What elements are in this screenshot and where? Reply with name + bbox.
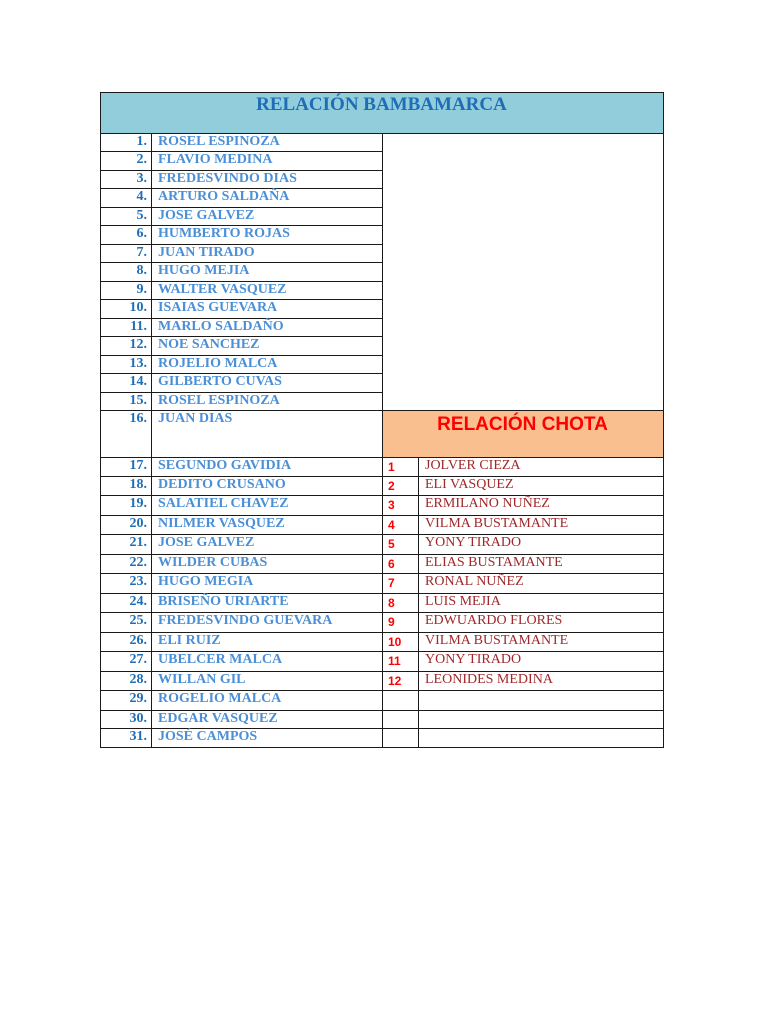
person-name: UBELCER MALCA xyxy=(158,652,283,667)
person-name: FREDESVINDO GUEVARA xyxy=(158,613,333,628)
person-name: ELI RUIZ xyxy=(158,633,221,648)
person-name: HUMBERTO ROJAS xyxy=(158,226,290,241)
row-number: 10. xyxy=(129,300,147,315)
chota-person-name: RONAL NUÑEZ xyxy=(425,574,524,589)
row-number: 16. xyxy=(129,411,147,426)
row-number: 29. xyxy=(129,691,147,706)
chota-row-number: 5 xyxy=(388,537,395,551)
row-number: 31. xyxy=(129,729,147,744)
row-number: 3. xyxy=(136,171,147,186)
chota-person-name: LEONIDES MEDINA xyxy=(425,672,553,687)
chota-row-number: 12 xyxy=(388,674,402,688)
chota-person-name: JOLVER CIEZA xyxy=(425,458,521,473)
person-name: HUGO MEJIA xyxy=(158,263,250,278)
column-divider xyxy=(418,457,419,747)
chota-row-number: 9 xyxy=(388,615,395,629)
person-name: NILMER VASQUEZ xyxy=(158,516,285,531)
person-name: HUGO MEGIA xyxy=(158,574,254,589)
row-number: 5. xyxy=(136,208,147,223)
chota-row-number: 2 xyxy=(388,479,395,493)
bambamarca-title: RELACIÓN BAMBAMARCA xyxy=(256,94,507,115)
person-name: FREDESVINDO DIAS xyxy=(158,171,297,186)
table-border-right xyxy=(663,92,664,748)
row-number: 8. xyxy=(136,263,147,278)
chota-title: RELACIÓN CHOTA xyxy=(437,414,608,435)
person-name: ROGELIO MALCA xyxy=(158,691,282,706)
person-name: NOE SANCHEZ xyxy=(158,337,260,352)
chota-row-number: 7 xyxy=(388,576,395,590)
person-name: MARLO SALDAÑO xyxy=(158,319,284,334)
person-name: FLAVIO MEDINA xyxy=(158,152,273,167)
chota-person-name: LUIS MEJIA xyxy=(425,594,501,609)
person-name: EDGAR VASQUEZ xyxy=(158,711,278,726)
chota-row-number: 11 xyxy=(388,654,401,668)
chota-person-name: YONY TIRADO xyxy=(425,535,522,550)
row-number: 22. xyxy=(129,555,147,570)
person-name: WILDER CUBAS xyxy=(158,555,268,570)
row-number: 24. xyxy=(129,594,147,609)
row-number: 1. xyxy=(136,134,147,149)
person-name: WALTER VASQUEZ xyxy=(158,282,287,297)
table-border-top xyxy=(100,92,664,93)
chota-person-name: YONY TIRADO xyxy=(425,652,522,667)
row-number: 20. xyxy=(129,516,147,531)
chota-person-name: VILMA BUSTAMANTE xyxy=(425,633,569,648)
row-number: 21. xyxy=(129,535,147,550)
person-name: SALATIEL CHAVEZ xyxy=(158,496,289,511)
person-name: ROJELIO MALCA xyxy=(158,356,278,371)
person-name: ROSEL ESPINOZA xyxy=(158,134,280,149)
person-name: BRISEÑO URIARTE xyxy=(158,594,289,609)
chota-person-name: VILMA BUSTAMANTE xyxy=(425,516,569,531)
table-border-bottom xyxy=(100,747,664,748)
person-name: JUAN DIAS xyxy=(158,411,233,426)
row-number: 4. xyxy=(136,189,147,204)
chota-person-name: ELI VASQUEZ xyxy=(425,477,514,492)
row-number: 19. xyxy=(129,496,147,511)
person-name: ARTURO SALDAÑA xyxy=(158,189,290,204)
row-number: 2. xyxy=(136,152,147,167)
row-number: 11. xyxy=(130,319,147,334)
row-number: 23. xyxy=(129,574,147,589)
chota-person-name: ERMILANO NUÑEZ xyxy=(425,496,550,511)
row-number: 6. xyxy=(136,226,147,241)
row-number: 15. xyxy=(129,393,147,408)
row-number: 7. xyxy=(136,245,147,260)
row-number: 26. xyxy=(129,633,147,648)
chota-row-number: 3 xyxy=(388,498,395,512)
chota-row-number: 1 xyxy=(388,460,395,474)
row-number: 17. xyxy=(129,458,147,473)
person-name: ROSEL ESPINOZA xyxy=(158,393,280,408)
chota-row-number: 10 xyxy=(388,635,402,649)
chota-row-number: 8 xyxy=(388,596,395,610)
row-number: 25. xyxy=(129,613,147,628)
row-number: 14. xyxy=(129,374,147,389)
person-name: GILBERTO CUVAS xyxy=(158,374,282,389)
row-number: 9. xyxy=(136,282,147,297)
person-name: JUAN TIRADO xyxy=(158,245,255,260)
person-name: JOSE GALVEZ xyxy=(158,208,255,223)
person-name: JOSE GALVEZ xyxy=(158,535,255,550)
chota-person-name: ELIAS BUSTAMANTE xyxy=(425,555,563,570)
row-number: 12. xyxy=(129,337,147,352)
row-number: 30. xyxy=(129,711,147,726)
chota-person-name: EDWUARDO FLORES xyxy=(425,613,563,628)
person-name: SEGUNDO GAVIDIA xyxy=(158,458,292,473)
chota-row-number: 6 xyxy=(388,557,395,571)
person-name: JOSÉ CAMPOS xyxy=(158,729,258,744)
chota-row-number: 4 xyxy=(388,518,395,532)
row-number: 18. xyxy=(129,477,147,492)
person-name: WILLAN GIL xyxy=(158,672,246,687)
row-number: 28. xyxy=(129,672,147,687)
person-name: DEDITO CRUSANO xyxy=(158,477,286,492)
row-number: 13. xyxy=(129,356,147,371)
row-number: 27. xyxy=(129,652,147,667)
person-name: ISAIAS GUEVARA xyxy=(158,300,278,315)
